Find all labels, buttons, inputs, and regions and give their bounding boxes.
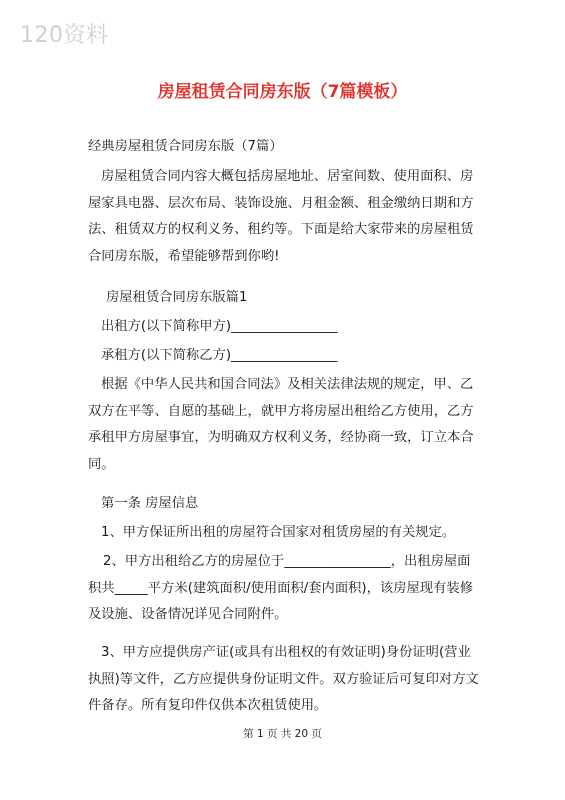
lessor-line: 出租方(以下简称甲方)________________ xyxy=(101,319,338,334)
subtitle-paragraph: 经典房屋租赁合同房东版（7篇） xyxy=(88,139,283,154)
intro-paragraph: 房屋租赁合同内容大概包括房屋地址、居室间数、使用面积、房屋家具电器、层次布局、装饰设施、月租金额、租金缴纳日期和方法、租赁双方的权利义务、租约等。下面是给大家带来的房屋租赁合同房东版，希望能够帮到你哟! xyxy=(88,169,474,264)
lessee-line: 承租方(以下简称乙方)________________ xyxy=(101,348,338,363)
section-heading: 房屋租赁合同房东版篇1 xyxy=(106,290,248,305)
preamble-paragraph: 根据《中华人民共和国合同法》及相关法律法规的规定，甲、乙双方在平等、自愿的基础上，就甲方将房屋出租给乙方使用，乙方承租甲方房屋事宜，为明确双方权利义务，经协商一致，订立本合同。 xyxy=(88,377,474,472)
watermark: 120资料 xyxy=(20,23,109,48)
clause-2: 2、甲方出租给乙方的房屋位于________________，出租房屋面积共_____平方米(建筑面积/使用面积/套内面积)，该房屋现有装修及设施、设备情况详见合同附件。 xyxy=(88,554,473,622)
clause-3: 3、甲方应提供房产证(或具有出租权的有效证明)身份证明(营业执照)等文件，乙方应提供身份证明文件。双方验证后可复印对方文件备存。所有复印件仅供本次租赁使用。 xyxy=(88,645,479,713)
clause-1: 1、甲方保证所出租的房屋符合国家对租赁房屋的有关规定。 xyxy=(101,525,456,540)
document-title: 房屋租赁合同房东版（7篇模板） xyxy=(157,82,408,102)
page-number-footer: 第 1 页 共 20 页 xyxy=(243,728,322,740)
article-one-heading: 第一条 房屋信息 xyxy=(101,496,199,511)
